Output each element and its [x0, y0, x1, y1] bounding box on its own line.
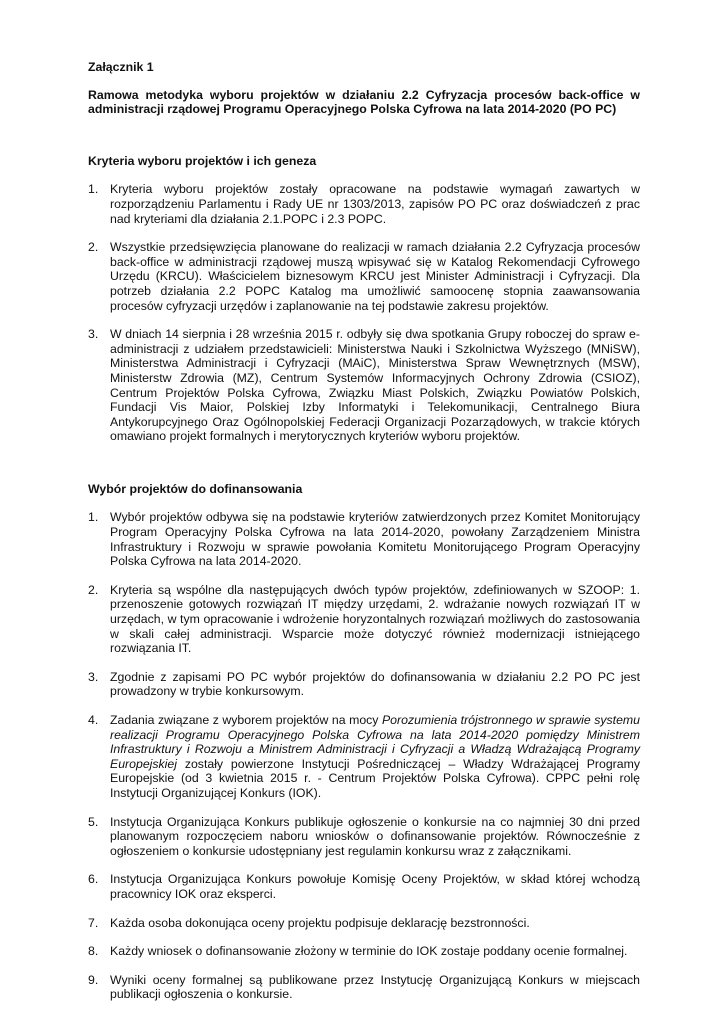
- list-item-number: 6.: [88, 872, 99, 887]
- list-item-number: 3.: [88, 327, 99, 342]
- list-item: [88, 670, 640, 699]
- list-item-text-pre: Zadania związane z wyborem projektów na mocy: [110, 713, 382, 727]
- list-item: [88, 182, 640, 226]
- list-item-number: 9.: [88, 972, 99, 987]
- list-item: [88, 240, 640, 313]
- list-item-text: Wybór projektów odbywa się na podstawie kryteriów zatwierdzonych przez Komitet Monitorujący Program Operacyjny Polska Cyfrowa na lata 2014-2020, powołany Zarządzeniem Ministra Infrastruktury i Rozwoju w sprawie powołania Komitetu Monitorującego Program Operacyjny Polska Cyfrowa na lata 2014-2020.: [110, 510, 640, 569]
- document-page: [88, 60, 640, 1016]
- list-item-text: Zgodnie z zapisami PO PC wybór projektów do dofinansowania w działaniu 2.2 PO PC jest prowadzony w trybie konkursowym.: [110, 669, 640, 699]
- list-item: [88, 510, 640, 568]
- list-item-text-post: zostały powierzone Instytucji Pośredniczącej – Władzy Wdrażającej Programy Europejskie (od 3 kwietnia 2015 r. - Centrum Projektów Polska Cyfrowa). CPPC pełni rolę Instytucji Organizującej Konkurs (IOK).: [110, 756, 640, 800]
- section-heading-selection: Wybór projektów do dofinansowania: [88, 481, 303, 496]
- agreement-title-italic: Porozumienia trójstronnego w sprawie systemu realizacji Programu Operacyjnego Polska Cyfrowa na lata 2014-2020 pomiędzy Ministrem Infrastruktury i Rozwoju a Ministrem Administracji i Cyfryzacji a Władzą Wdrażającą Programy Europejskiej: [110, 713, 640, 771]
- section-heading-criteria: Kryteria wyboru projektów i ich geneza: [88, 153, 317, 168]
- list-item-number: 1.: [88, 182, 99, 197]
- list-item: [88, 944, 640, 959]
- list-item-text: Każda osoba dokonująca oceny projektu podpisuje deklarację bezstronności.: [110, 915, 530, 930]
- attachment-label: Załącznik 1: [88, 60, 154, 74]
- list-item: [88, 815, 640, 859]
- list-item-number: 8.: [88, 944, 99, 959]
- list-item: [88, 872, 640, 901]
- list-item-text: Wyniki oceny formalnej są publikowane przez Instytucję Organizującą Konkurs w miejscach publikacji ogłoszenia o konkursie.: [110, 972, 640, 1002]
- list-item-number: 1.: [88, 510, 99, 525]
- list-item-text: Instytucja Organizująca Konkurs publikuje ogłoszenie o konkursie na co najmniej 30 dni przed planowanym rozpoczęciem naboru wniosków o dofinansowanie projektów. Równocześnie z ogłoszeniem o konkursie udostępniany jest regulamin konkursu wraz z załącznikami.: [110, 814, 640, 858]
- list-item: [88, 916, 640, 931]
- list-item-number: 2.: [88, 240, 99, 255]
- list-item-number: 2.: [88, 582, 99, 597]
- list-item-number: 7.: [88, 915, 99, 930]
- list-item: [88, 713, 640, 801]
- list-item-text: Kryteria wyboru projektów zostały opracowane na podstawie wymagań zawartych w rozporządzeniu Parlamentu i Rady UE nr 1303/2013, zapisów PO PC oraz doświadczeń z prac nad kryteriami dla działania 2.1.POPC i 2.3 POPC.: [110, 182, 640, 226]
- criteria-list: [88, 182, 640, 444]
- list-item-text: W dniach 14 sierpnia i 28 września 2015 r. odbyły się dwa spotkania Grupy roboczej do spraw e-administracji z udziałem przedstawicieli: Ministerstwa Nauki i Szkolnictwa Wyższego (MNiSW), Ministerstwa Administracji i Cyfryzacji (MAiC), Ministerstwa Spraw Wewnętrznych (MSW), Ministerstw Zdrowia (MZ), Centrum Systemów Informacyjnych Ochrony Zdrowia (CSIOZ), Centrum Projektów Polska Cyfrowa, Związku Miast Polskich, Związku Powiatów Polskich, Fundacji Vis Maior, Polskiej Izby Informatyki i Telekomunikacji, Centralnego Biura Antykorupcyjnego Oraz Ogólnopolskiej Federacji Organizacji Pozarządowych, w trakcie których omawiano projekt formalnych i merytorycznych kryteriów wyboru projektów.: [110, 327, 640, 444]
- list-item-number: 4.: [88, 713, 99, 727]
- selection-list: [88, 510, 640, 1001]
- list-item-number: 3.: [88, 669, 99, 684]
- list-item: [88, 583, 640, 656]
- list-item-text: Każdy wniosek o dofinansowanie złożony w terminie do IOK zostaje poddany ocenie formalnej.: [110, 944, 628, 959]
- document-title: Ramowa metodyka wyboru projektów w działaniu 2.2 Cyfryzacja procesów back-office w administracji rządowej Programu Operacyjnego Polska Cyfrowa na lata 2014-2020 (PO PC): [88, 87, 640, 117]
- list-item-text: Kryteria są wspólne dla następujących dwóch typów projektów, zdefiniowanych w SZOOP: 1. przenoszenie gotowych rozwiązań IT między urzędami, 2. wdrażanie nowych rozwiązań IT w urzędach, w tym opracowanie i wdrożenie horyzontalnych rozwiązań możliwych do zastosowania w skali całej administracji. Wsparcie może dotyczyć również modernizacji istniejącego rozwiązania IT.: [110, 582, 640, 656]
- list-item: [88, 973, 640, 1002]
- list-item-number: 5.: [88, 814, 99, 829]
- list-item-text: Wszystkie przedsięwzięcia planowane do realizacji w ramach działania 2.2 Cyfryzacja procesów back-office w administracji rządowej muszą wpisywać się w Katalog Rekomendacji Cyfrowego Urzędu (KRCU). Właścicielem biznesowym KRCU jest Minister Administracji i Cyfryzacji. Dla potrzeb działania 2.2 POPC Katalog ma umożliwić samoocenę stopnia zaawansowania procesów cyfryzacji urzędów i zaplanowanie na tej podstawie zakresu projektów.: [110, 240, 640, 313]
- list-item-text: Instytucja Organizująca Konkurs powołuje Komisję Oceny Projektów, w skład której wchodzą pracownicy IOK oraz eksperci.: [110, 872, 640, 901]
- list-item: [88, 327, 640, 444]
